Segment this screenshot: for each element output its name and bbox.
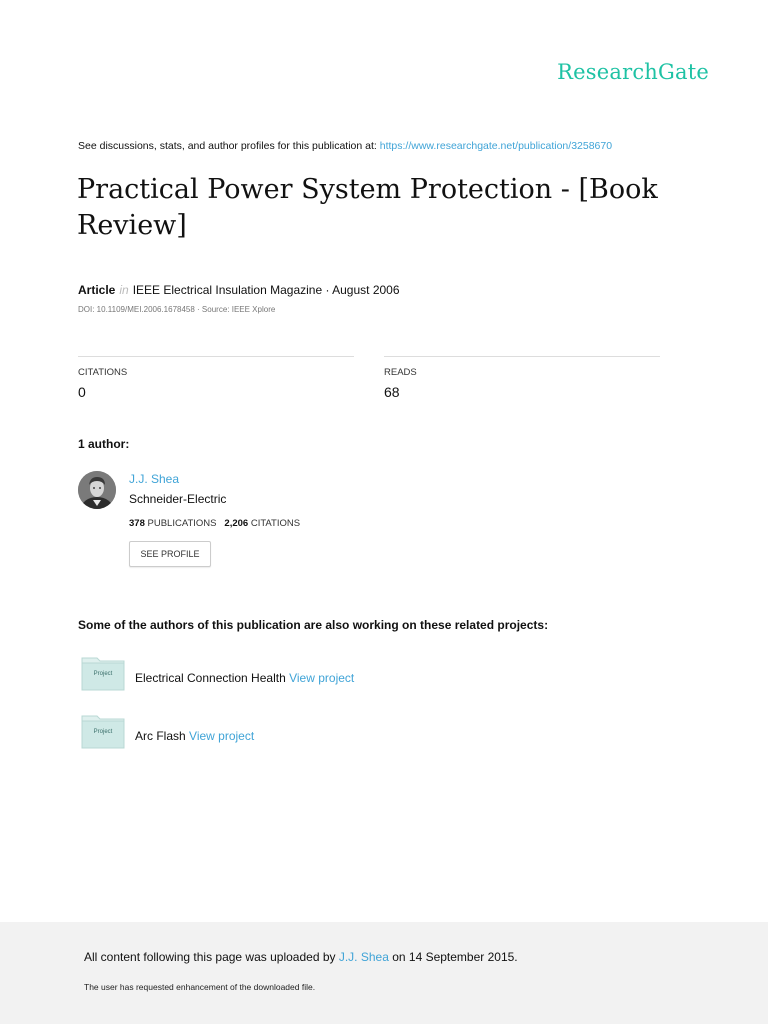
doi-line: DOI: 10.1109/MEI.2006.1678458 · Source: IEEE Xplore [78,305,276,314]
project-name: Electrical Connection Health [135,671,286,685]
discussions-line [78,140,612,152]
publications-count: 378 [129,518,145,529]
view-project-link[interactable]: View project [189,729,255,743]
project-item [81,657,681,693]
publication-url-link[interactable]: https://www.researchgate.net/publication/3258670 [379,140,613,152]
author-stats [129,518,300,529]
citations-value: 0 [78,384,86,400]
footer [0,922,768,1024]
upload-prefix: All content following this page was uploaded by [84,950,339,964]
project-text [135,671,354,685]
author-name[interactable]: J.J. Shea [129,472,180,486]
reads-stat [384,356,660,400]
author-name-link[interactable] [129,472,179,486]
article-in: in [119,283,129,297]
publications-label: PUBLICATIONS [147,518,217,529]
author-citations-count: 2,206 [224,518,249,529]
authors-heading: 1 author: [78,437,130,451]
author-citations-label: CITATIONS [250,518,301,529]
project-text [135,729,254,743]
article-meta [78,283,400,297]
upload-suffix: on 14 September 2015. [388,950,518,964]
reads-value: 68 [384,384,400,400]
publication-title: Practical Power System Protection - [Book Review] [77,174,658,241]
uploader-link[interactable]: J.J. Shea [338,950,389,964]
journal-info: IEEE Electrical Insulation Magazine · August 2006 [132,283,400,297]
see-profile-button[interactable]: SEE PROFILE [129,541,211,567]
article-type: Article [78,283,116,297]
projects-heading: Some of the authors of this publication are also working on these related projects: [78,618,549,632]
project-folder-label: Project [93,671,113,677]
citations-label: CITATIONS [78,367,128,378]
researchgate-logo[interactable]: ResearchGate [557,60,709,84]
reads-label: READS [384,367,417,378]
author-avatar[interactable] [78,471,116,509]
project-name: Arc Flash [135,729,186,743]
project-folder-label: Project [93,729,113,735]
author-institution: Schneider-Electric [129,492,227,506]
view-project-link[interactable]: View project [289,671,355,685]
citations-stat [78,356,354,400]
project-item [81,715,681,751]
discussions-text: See discussions, stats, and author profiles for this publication at: [78,140,380,152]
enhancement-note: The user has requested enhancement of the downloaded file. [84,982,316,992]
upload-info [84,950,518,964]
